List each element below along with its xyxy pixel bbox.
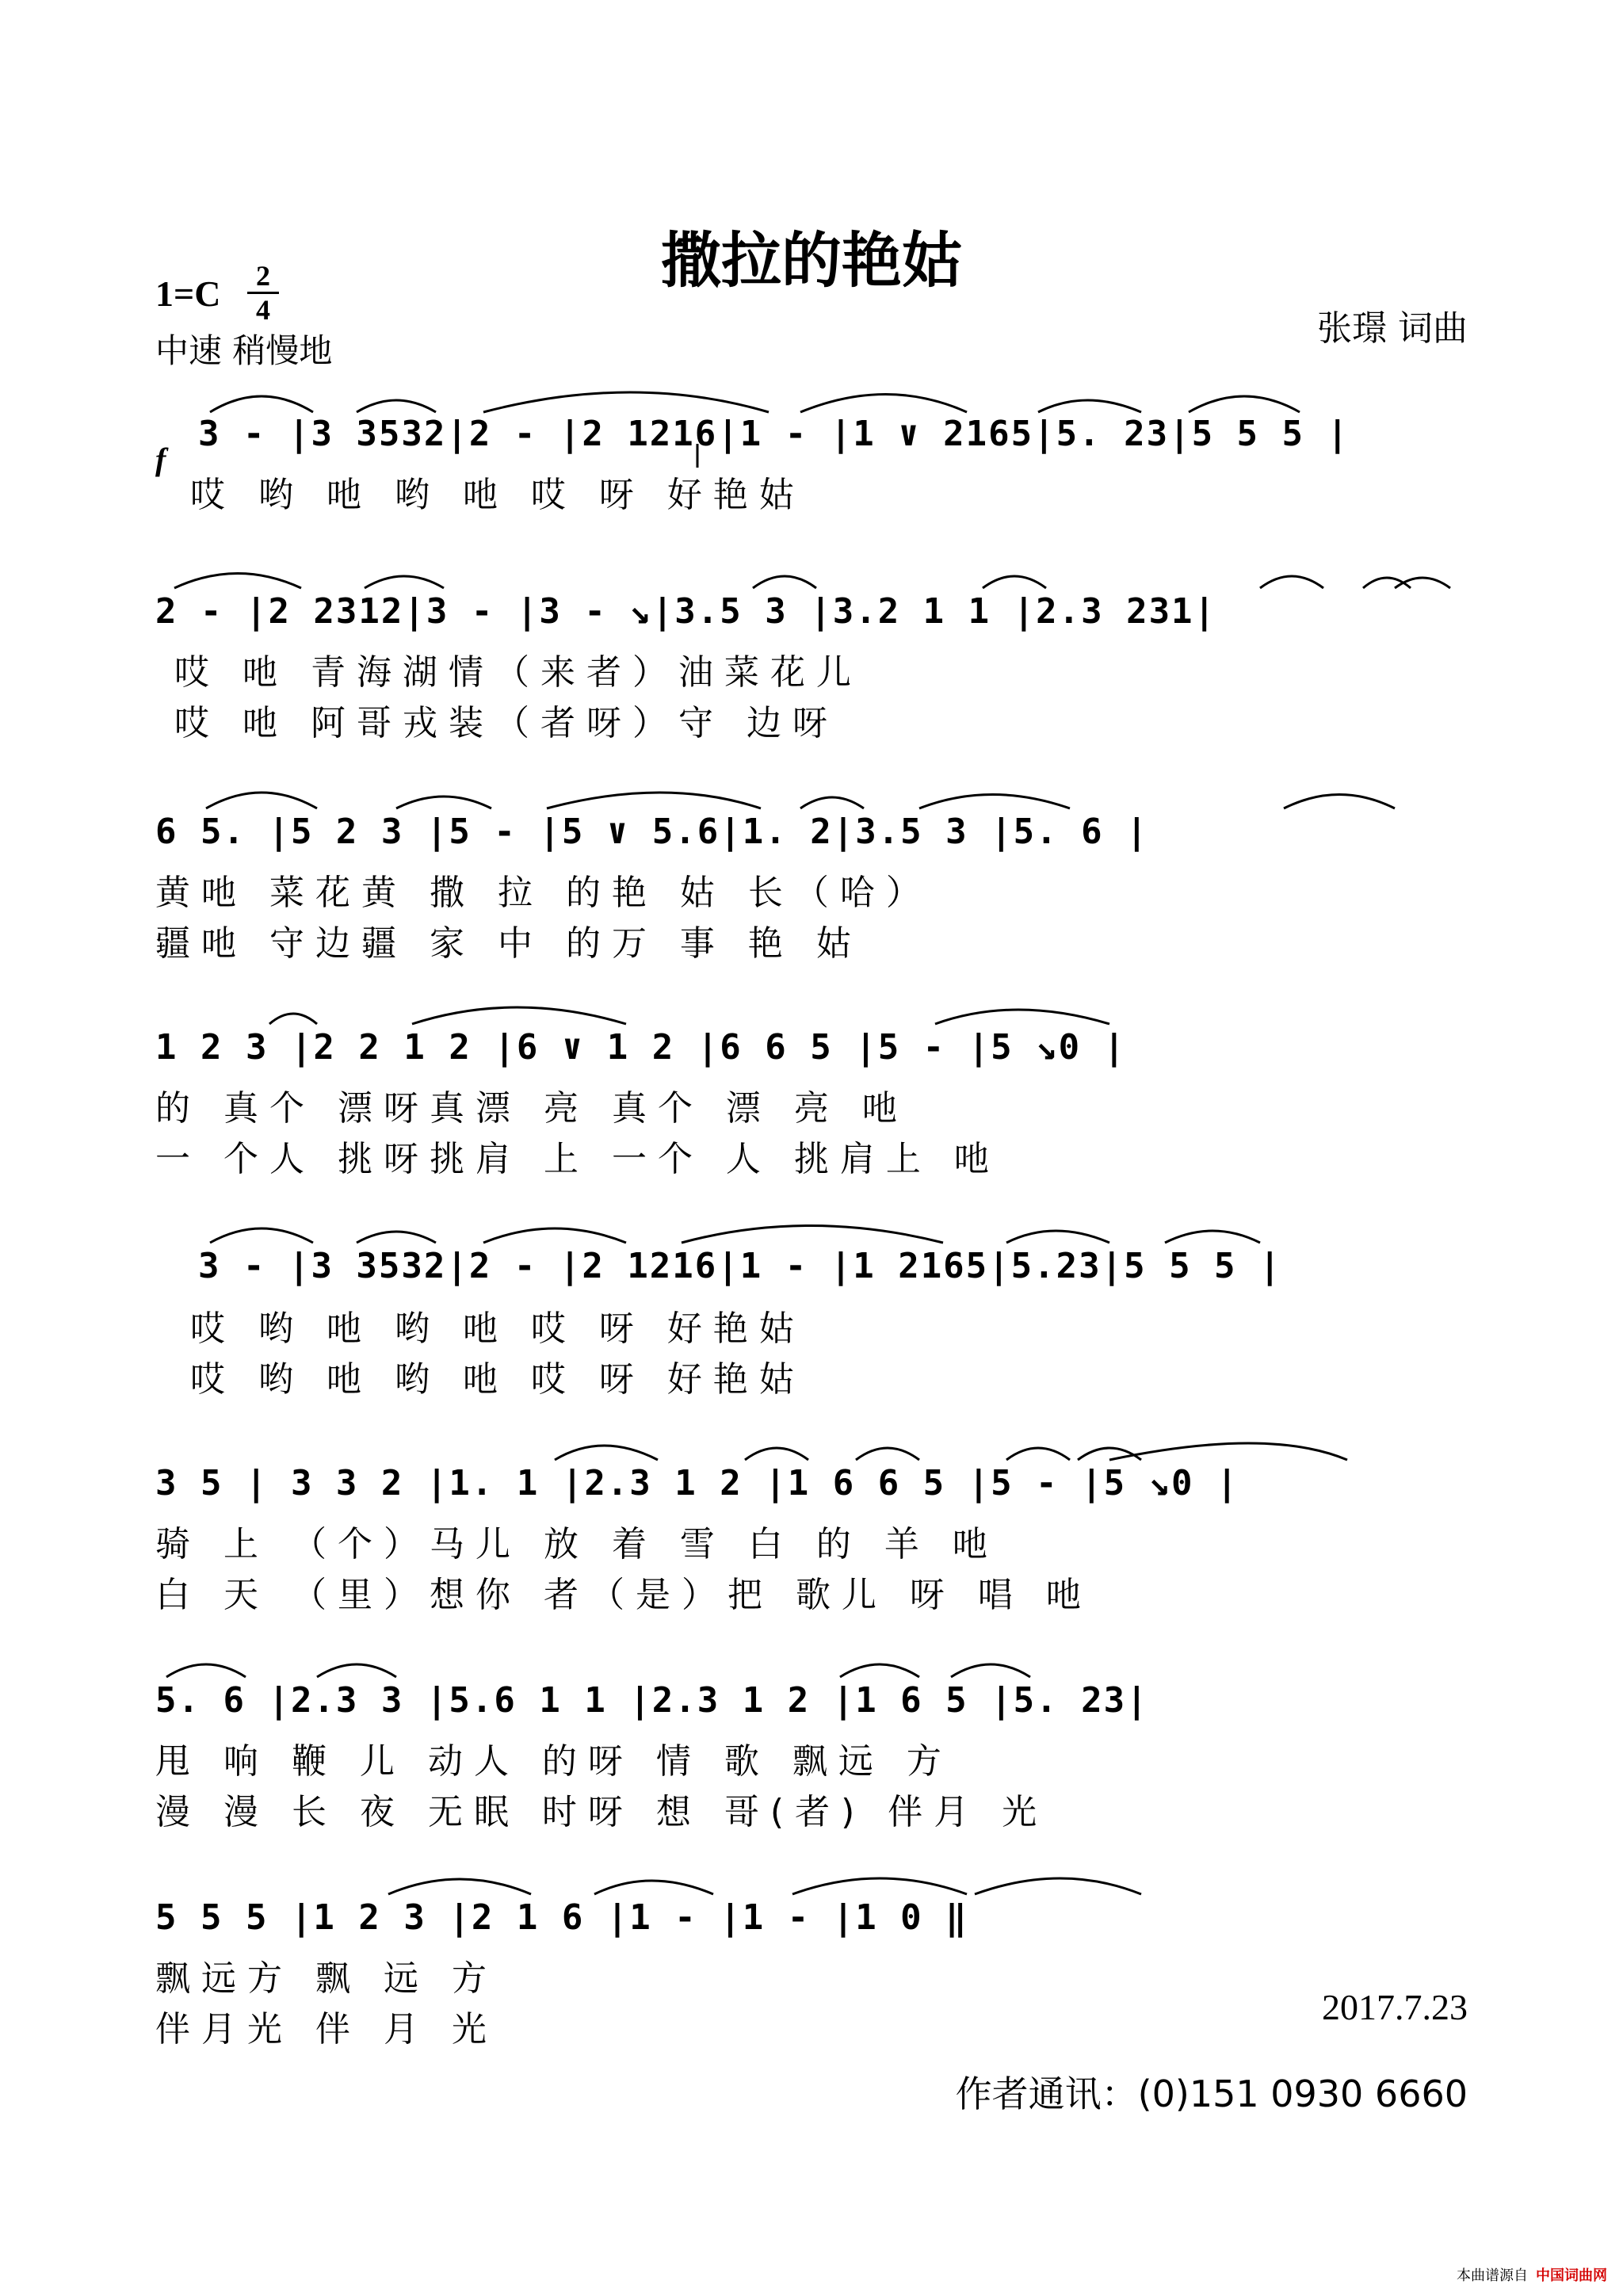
notation-line-6: 3 5 | 3 3 2 |1. 1 |2.3 1 2 |1 6 6 5 |5 - |5 ↘0 | <box>155 1463 1239 1503</box>
lyric-line-6-verse-2: 白 天 （里）想你 者（是）把 歌儿 呀 唱 吔 <box>155 1575 1092 1615</box>
dynamic-marking: f <box>155 441 166 477</box>
lyric-line-8-verse-1: 飘远方 飘 远 方 <box>155 1958 498 1999</box>
notation-line-3: 6 5. |5 2 3 |5 - |5 ∨ 5.6|1. 2|3.5 3 |5. 6 | <box>155 812 1149 852</box>
lyric-line-2-verse-1: 哎 吔 青海湖情（来者）油菜花儿 <box>174 652 862 693</box>
time-signature <box>247 260 279 326</box>
lyric-line-5-verse-2: 哎 哟 吔 哟 吔 哎 呀 好艳姑 <box>190 1359 805 1400</box>
composition-date: 2017.7.23 <box>1322 1987 1468 2027</box>
notation-line-5: 3 - |3 3532|2 - |2 1216|1 - |1 2165|5.23|5 5 5 | <box>198 1246 1282 1286</box>
lyric-line-8-verse-2: 伴月光 伴 月 光 <box>155 2009 498 2050</box>
lyric-line-7-verse-2: 漫 漫 长 夜 无眠 时呀 想 哥(者) 伴月 光 <box>155 1792 1048 1832</box>
notation-line-8: 5 5 5 |1 2 3 |2 1 6 |1 - |1 - |1 0 ‖ <box>155 1897 968 1938</box>
author-credit: 张璟 词曲 <box>1317 308 1468 349</box>
tempo-marking: 中速 稍慢地 <box>155 331 333 370</box>
notation-line-4: 1 2 3 |2 2 1 2 |6 ∨ 1 2 |6 6 5 |5 - |5 ↘0 | <box>155 1027 1127 1068</box>
footer-credit <box>1457 2264 1607 2285</box>
lyric-line-5-verse-1: 哎 哟 吔 哟 吔 哎 呀 好艳姑 <box>190 1308 805 1349</box>
time-signature-numerator: 2 <box>256 260 270 292</box>
footer-site-name: 中国词曲网 <box>1536 2267 1607 2284</box>
notation-line-2: 2 - |2 2312|3 - |3 - ↘|3.5 3 |3.2 1 1 |2.3 231| <box>155 591 1217 632</box>
key-signature: 1=C <box>155 273 221 314</box>
notation-line-1: 3 - |3 3532|2 - |2 1216|1 - |1 ∨ 2165|5. 23|5 5 5 | <box>198 414 1350 454</box>
notation-line-7: 5. 6 |2.3 3 |5.6 1 1 |2.3 1 2 |1 6 5 |5. 23| <box>155 1680 1149 1721</box>
score-title: 撒拉的艳姑 <box>661 225 962 296</box>
time-signature-denominator: 4 <box>247 292 279 326</box>
lyric-line-4-verse-1: 的 真个 漂呀真漂 亮 真个 漂 亮 吔 <box>155 1088 908 1129</box>
lyric-line-2-verse-2: 哎 吔 阿哥戎装（者呀）守 边呀 <box>174 703 838 743</box>
author-contact: 作者通讯：(0)151 0930 6660 <box>955 2073 1468 2115</box>
lyric-line-7-verse-1: 甩 响 鞭 儿 动人 的呀 情 歌 飘远 方 <box>155 1741 953 1782</box>
lyric-line-3-verse-1: 黄吔 菜花黄 撒 拉 的艳 姑 长（哈） <box>155 873 932 913</box>
lyric-line-4-verse-2: 一 个人 挑呀挑肩 上 一个 人 挑肩上 吔 <box>155 1139 1000 1179</box>
lyric-line-3-verse-2: 疆吔 守边疆 家 中 的万 事 艳 姑 <box>155 923 862 964</box>
lyric-line-1-verse-1: 哎 哟 吔 哟 吔 哎 呀 好艳姑 <box>190 475 805 515</box>
lyric-line-6-verse-1: 骑 上 （个）马儿 放 着 雪 白 的 羊 吔 <box>155 1524 999 1564</box>
footer-source-label: 本曲谱源自 <box>1457 2267 1528 2284</box>
